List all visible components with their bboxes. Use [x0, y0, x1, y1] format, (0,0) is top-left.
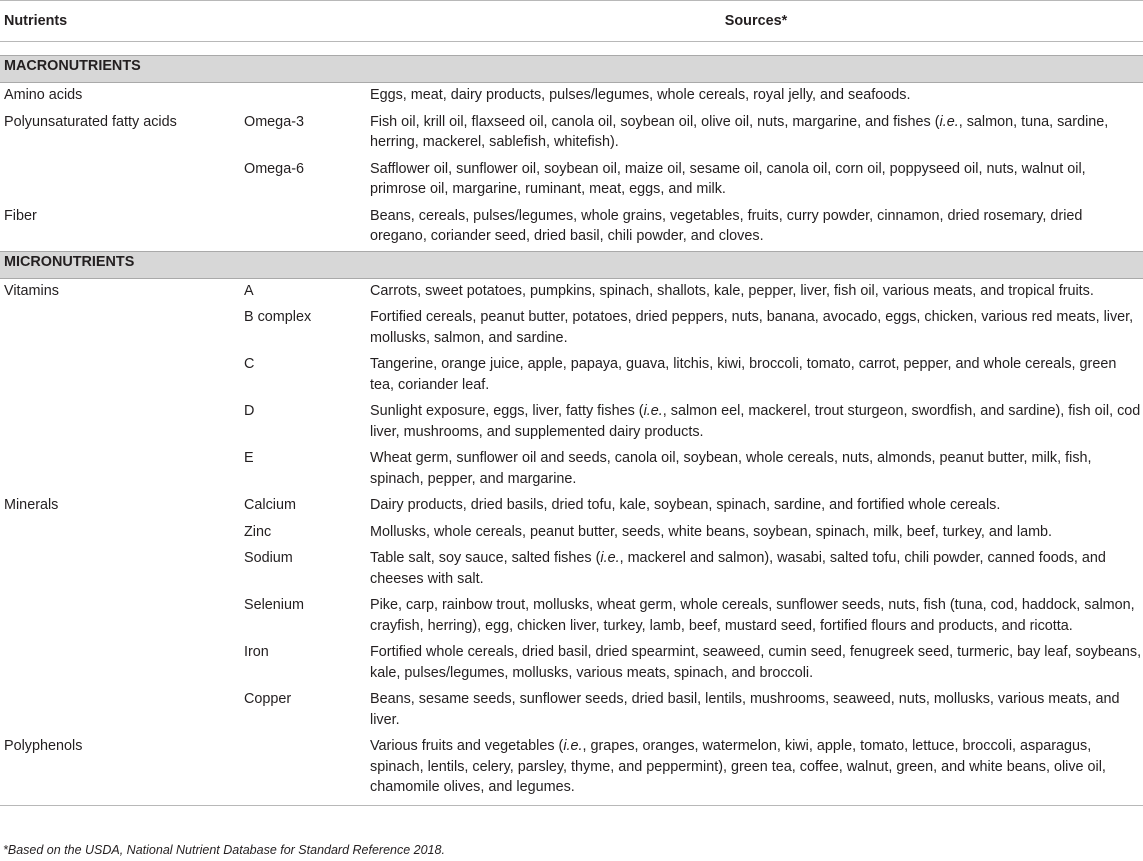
sources-cell: Various fruits and vegetables (i.e., grapes, oranges, watermelon, kiwi, apple, tomato, lettuce, broccoli, asparagus, spinach, lentils, celery, parsley, thyme, and peppermint), green tea, coffee, walnut, green, and white beans, olive oil, chamomile olives, and legumes.: [369, 734, 1143, 805]
nutrient-cell: [0, 446, 242, 493]
nutrient-cell: [0, 546, 242, 593]
nutrient-cell: Fiber: [4, 207, 37, 224]
sources-cell: Fortified whole cereals, dried basil, dried spearmint, seaweed, cumin seed, fenugreek seed, turmeric, bay leaf, soybeans, kale, pulses/legumes, mollusks, various meats, spinach, and broccoli.: [370, 644, 1142, 681]
table-header: [0, 1, 1143, 42]
sources-cell: Pike, carp, rainbow trout, mollusks, wheat germ, whole cereals, sunflower seeds, nuts, fish (tuna, cod, haddock, salmon, crayfish, herring), egg, chicken liver, turkey, lamb, beef, mustard seed, fortified flours and products, and ricotta.: [370, 597, 1135, 634]
sources-cell: Dairy products, dried basils, dried tofu, kale, soybean, spinach, sardine, and fortified whole cereals.: [370, 497, 1001, 513]
sources-cell: Fortified cereals, peanut butter, potatoes, dried peppers, nuts, banana, avocado, eggs, chicken, various red meats, liver, mollusks, salmon, and sardine.: [370, 309, 1134, 346]
header-nutrients: Nutrients: [0, 1, 242, 42]
nutrient-cell: [0, 520, 242, 547]
table-row: [0, 493, 1143, 520]
section-header-row: [0, 251, 1143, 278]
nutrient-cell: [0, 305, 242, 352]
table-body: [0, 42, 1143, 806]
subtype-cell: Sodium: [244, 550, 293, 566]
sources-cell: Eggs, meat, dairy products, pulses/legumes, whole cereals, royal jelly, and seafoods.: [370, 87, 911, 103]
nutrient-cell: Polyphenols: [0, 734, 242, 805]
table-row: [0, 157, 1143, 204]
nutrient-cell: Vitamins: [4, 282, 59, 299]
nutrient-cell: [0, 640, 242, 687]
section-header-row: [0, 56, 1143, 83]
table-row: [0, 83, 1143, 110]
table-row: [0, 593, 1143, 640]
subtype-cell: Copper: [244, 691, 292, 707]
table-row: [0, 734, 1143, 805]
subtype-cell: Iron: [244, 644, 269, 660]
subtype-cell: Omega-6: [244, 160, 304, 177]
table-row: [0, 520, 1143, 547]
nutrient-cell: Polyunsaturated fatty acids: [4, 113, 177, 130]
section-title: MACRONUTRIENTS: [0, 56, 1143, 83]
subtype-cell: [242, 204, 369, 252]
nutrient-cell: Amino acids: [4, 87, 83, 103]
sources-cell: Carrots, sweet potatoes, pumpkins, spinach, shallots, kale, pepper, liver, fish oil, various meats, and tropical fruits.: [370, 282, 1094, 299]
sources-cell: Wheat germ, sunflower oil and seeds, canola oil, soybean, whole cereals, nuts, almonds, peanut butter, milk, fish, spinach, pepper, and margarine.: [370, 450, 1092, 487]
sources-cell: Beans, sesame seeds, sunflower seeds, dried basil, lentils, mushrooms, seaweed, nuts, mollusks, various meats, and liver.: [370, 691, 1120, 728]
spacer-row: [0, 42, 1143, 56]
header-row: [0, 1, 1143, 42]
subtype-cell: Omega-3: [244, 113, 304, 130]
subtype-cell: Calcium: [244, 497, 296, 513]
footnote: *Based on the USDA, National Nutrient Database for Standard Reference 2018.: [3, 843, 445, 857]
table-row: [0, 399, 1143, 446]
sources-cell: Safflower oil, sunflower oil, soybean oil, maize oil, sesame oil, canola oil, corn oil, poppyseed oil, nuts, walnut oil, primrose oil, margarine, ruminant, meat, eggs, and milk.: [370, 160, 1086, 197]
nutrient-cell: [0, 352, 242, 399]
nutrient-cell: [0, 399, 242, 446]
table-row: [0, 546, 1143, 593]
sources-cell: Tangerine, orange juice, apple, papaya, guava, litchis, kiwi, broccoli, tomato, carrot, pepper, and whole cereals, green tea, coriander leaf.: [370, 356, 1117, 393]
subtype-cell: Zinc: [244, 523, 272, 540]
sources-cell: Mollusks, whole cereals, peanut butter, seeds, white beans, soybean, spinach, milk, beef, turkey, and lamb.: [370, 523, 1053, 540]
table-row: [0, 640, 1143, 687]
nutrient-cell: [0, 157, 242, 204]
spacer-cell: [0, 42, 1143, 56]
nutrient-cell: Minerals: [4, 497, 59, 513]
sources-cell: Table salt, soy sauce, salted fishes (i.e., mackerel and salmon), wasabi, salted tofu, chili powder, canned foods, and cheeses with salt.: [370, 550, 1106, 587]
header-sources: Sources*: [369, 1, 1143, 42]
sources-cell: Beans, cereals, pulses/legumes, whole grains, vegetables, fruits, curry powder, cinnamon, dried rosemary, dried oregano, coriander seed, dried basil, chili powder, and cloves.: [370, 207, 1083, 244]
table-row: [0, 446, 1143, 493]
subtype-cell: [242, 734, 369, 805]
table-row: [0, 352, 1143, 399]
table-row: [0, 110, 1143, 157]
subtype-cell: B complex: [244, 309, 312, 325]
sources-cell: Sunlight exposure, eggs, liver, fatty fishes (i.e., salmon eel, mackerel, trout sturgeon, swordfish, and sardine), fish oil, cod liver, mushrooms, and supplemented dairy products.: [370, 403, 1141, 440]
nutrient-cell: [0, 593, 242, 640]
table-row: [0, 278, 1143, 305]
table-row: [0, 305, 1143, 352]
subtype-cell: A: [244, 282, 254, 299]
subtype-cell: E: [244, 450, 254, 466]
section-title: MICRONUTRIENTS: [0, 251, 1143, 278]
subtype-cell: [242, 83, 369, 110]
subtype-cell: Selenium: [244, 597, 304, 613]
table-row: [0, 204, 1143, 252]
nutrient-cell: [0, 687, 242, 734]
subtype-cell: D: [244, 403, 255, 419]
header-spacer: [242, 1, 369, 42]
table-row: [0, 687, 1143, 734]
subtype-cell: C: [244, 356, 255, 372]
sources-cell: Fish oil, krill oil, flaxseed oil, canola oil, soybean oil, olive oil, nuts, margarine, and fishes (i.e., salmon, tuna, sardine, herring, mackerel, sablefish, whitefish).: [370, 113, 1109, 150]
